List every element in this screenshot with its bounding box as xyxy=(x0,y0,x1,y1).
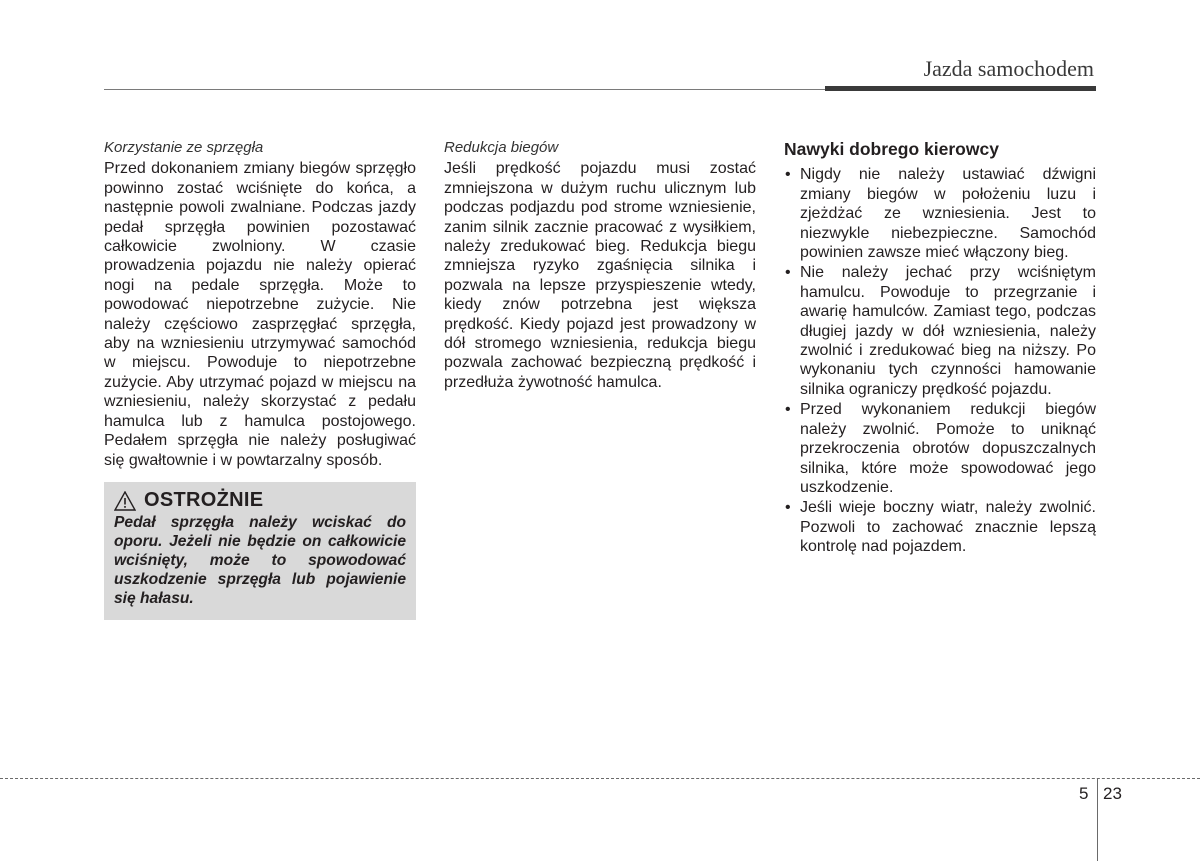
footer-dashed-rule xyxy=(0,778,1200,779)
header-rule-thin xyxy=(104,89,825,90)
caution-text: Pedał sprzęgła należy wciskać do oporu. Jeżeli nie będzie on całkowicie wciśnięty, może to spowodować uszkodzenie sprzęgła lub pojawienie się hałasu. xyxy=(114,513,406,607)
caution-box xyxy=(104,482,416,620)
warning-triangle-icon xyxy=(114,491,136,511)
list-item: • Nie należy jechać przy wciśniętym hamulcu. Powoduje to przegrzanie i awarię hamulców. Zamiast tego, podczas długiej jazdy w dół wzniesienia, należy zwolnić i zredukować bieg na niższy. Po wykonaniu tych czynności hamowanie silnika ograniczy prędkość pojazdu. xyxy=(784,263,1096,399)
clutch-paragraph: Przed dokonaniem zmiany biegów sprzęgło powinno zostać wciśnięte do końca, a następnie powoli zwalniane. Podczas jazdy pedał sprzęgła powinien pozostawać całkowicie zwolniony. W czasie prowadzenia pojazdu nie należy opierać nogi na pedale sprzęgła. Może to powodować niepotrzebne zużycie. Nie należy częściowo zasprzęgłać sprzęgła, aby na wzniesieniu utrzymywać samochód w miejscu. Powoduje to niepotrzebne zużycie. Aby utrzymać pojazd w miejscu na wzniesieniu, należy skorzystać z pedału hamulca lub z hamulca postojowego. Pedałem sprzęgła nie należy posługiwać się gwałtownie i w powtarzalny sposób. xyxy=(104,160,416,469)
downshift-subheading: Redukcja biegów xyxy=(444,139,559,156)
column-downshift xyxy=(444,138,756,392)
header-rule-thick xyxy=(825,86,1096,91)
caution-title: OSTROŻNIE xyxy=(144,489,264,512)
list-item: • Jeśli wieje boczny wiatr, należy zwolnić. Pozwoli to zachować znacznie lepszą kontrolę nad pojazdem. xyxy=(784,498,1096,556)
caution-header xyxy=(114,491,406,511)
habits-list xyxy=(784,165,1096,556)
footer-vertical-rule xyxy=(1097,778,1098,861)
list-item: • Nigdy nie należy ustawiać dźwigni zmiany biegów w położeniu luzu i zjeżdżać ze wzniesienia. Jest to niezwykle niebezpieczne. Samochód powinien zawsze mieć włączony bieg. xyxy=(784,165,1096,262)
page-header-title: Jazda samochodem xyxy=(923,56,1094,81)
chapter-number: 5 xyxy=(1079,784,1089,803)
column-clutch xyxy=(104,138,416,620)
habits-title: Nawyki dobrego kierowcy xyxy=(784,139,999,159)
downshift-paragraph: Jeśli prędkość pojazdu musi zostać zmniejszona w dużym ruchu ulicznym lub podczas podjazdu pod strome wzniesienie, zanim silnik zacznie pracować z wysiłkiem, należy zredukować bieg. Redukcja biegu zmniejsza ryzyko zgaśnięcia silnika i pozwala na lepsze przyspieszenie wtedy, kiedy znów potrzebna jest większa prędkość. Kiedy pojazd jest prowadzony w dół stromego wzniesienia, redukcja biegu pozwala zachować bezpieczną prędkość i przedłuża żywotność hamulca. xyxy=(444,160,756,391)
list-item: • Przed wykonaniem redukcji biegów należy zwolnić. Pomoże to uniknąć przekroczenia obrotów dopuszczalnych silnika, które może spowodować jego uszkodzenie. xyxy=(784,400,1096,497)
column-driving-habits xyxy=(784,140,1096,558)
page-number: 23 xyxy=(1103,784,1122,803)
clutch-subheading: Korzystanie ze sprzęgła xyxy=(104,139,264,156)
